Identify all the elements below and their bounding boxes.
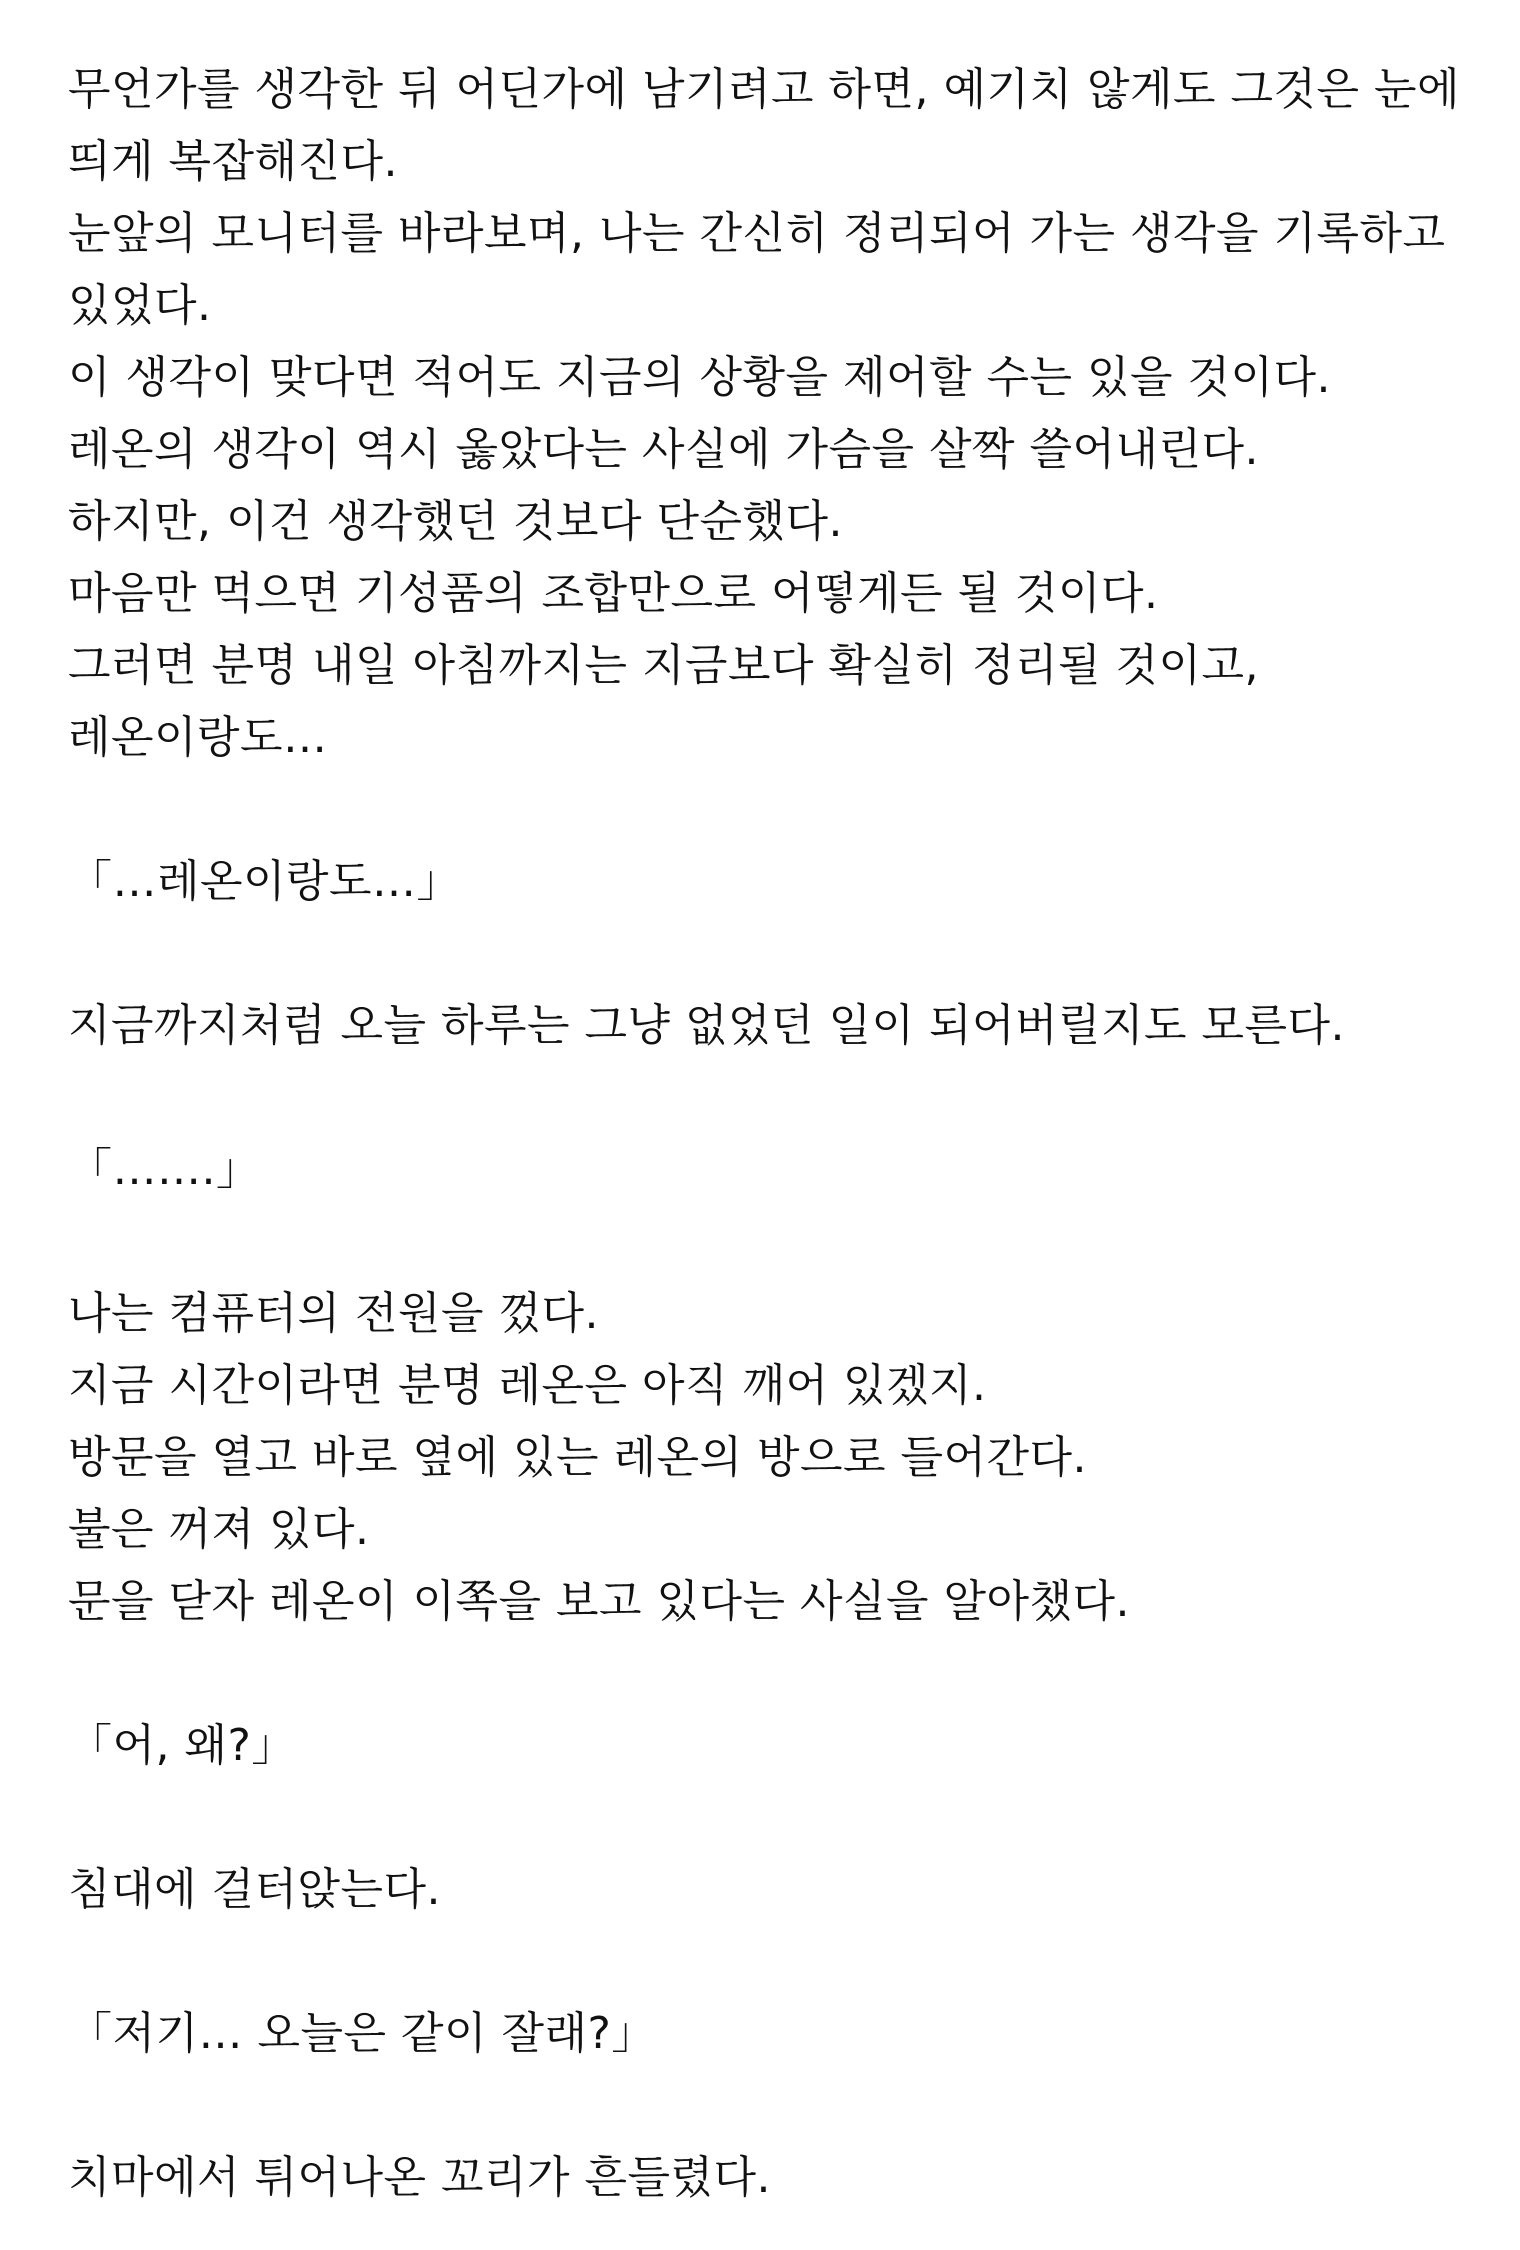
blank-line [68,1062,1468,1134]
text-line: 나는 컴퓨터의 전원을 껐다. [68,1288,599,1339]
blank-line [68,774,1468,846]
text-line: 치마에서 튀어나온 꼬리가 흔들렸다. [68,2152,772,2203]
blank-line [68,1782,1468,1854]
text-line: 있었다. [68,280,212,331]
text-line: 이 생각이 맞다면 적어도 지금의 상황을 제어할 수는 있을 것이다. [68,352,1331,403]
dialogue-line: 「…레온이랑도…」 [68,856,462,907]
document-body [68,54,1468,2214]
text-line: 무언가를 생각한 뒤 어딘가에 남기려고 하면, 예기치 않게도 그것은 눈에 [68,64,1460,115]
dialogue-line: 「저기… 오늘은 같이 잘래?」 [68,2008,656,2059]
dialogue-line: 「…….」 [68,1144,261,1195]
text-line: 하지만, 이건 생각했던 것보다 단순했다. [68,496,843,547]
text-line: 지금 시간이라면 분명 레온은 아직 깨어 있겠지. [68,1360,987,1411]
text-line: 침대에 걸터앉는다. [68,1864,442,1915]
blank-line [68,918,1468,990]
text-line: 띄게 복잡해진다. [68,136,398,187]
dialogue-line: 「어, 왜?」 [68,1720,296,1771]
blank-line [68,1206,1468,1278]
text-line: 마음만 먹으면 기성품의 조합만으로 어떻게든 될 것이다. [68,568,1159,619]
text-line: 그러면 분명 내일 아침까지는 지금보다 확실히 정리될 것이고, [68,640,1259,691]
text-line: 레온이랑도… [68,712,328,763]
text-line: 지금까지처럼 오늘 하루는 그냥 없었던 일이 되어버릴지도 모른다. [68,1000,1345,1051]
text-line: 눈앞의 모니터를 바라보며, 나는 간신히 정리되어 가는 생각을 기록하고 [68,208,1446,259]
blank-line [68,1926,1468,1998]
text-line: 문을 닫자 레온이 이쪽을 보고 있다는 사실을 알아챘다. [68,1576,1130,1627]
text-line: 방문을 열고 바로 옆에 있는 레온의 방으로 들어간다. [68,1432,1087,1483]
text-line: 레온의 생각이 역시 옳았다는 사실에 가슴을 살짝 쓸어내린다. [68,424,1259,475]
blank-line [68,1638,1468,1710]
blank-line [68,2070,1468,2142]
text-line: 불은 꺼져 있다. [68,1504,370,1555]
